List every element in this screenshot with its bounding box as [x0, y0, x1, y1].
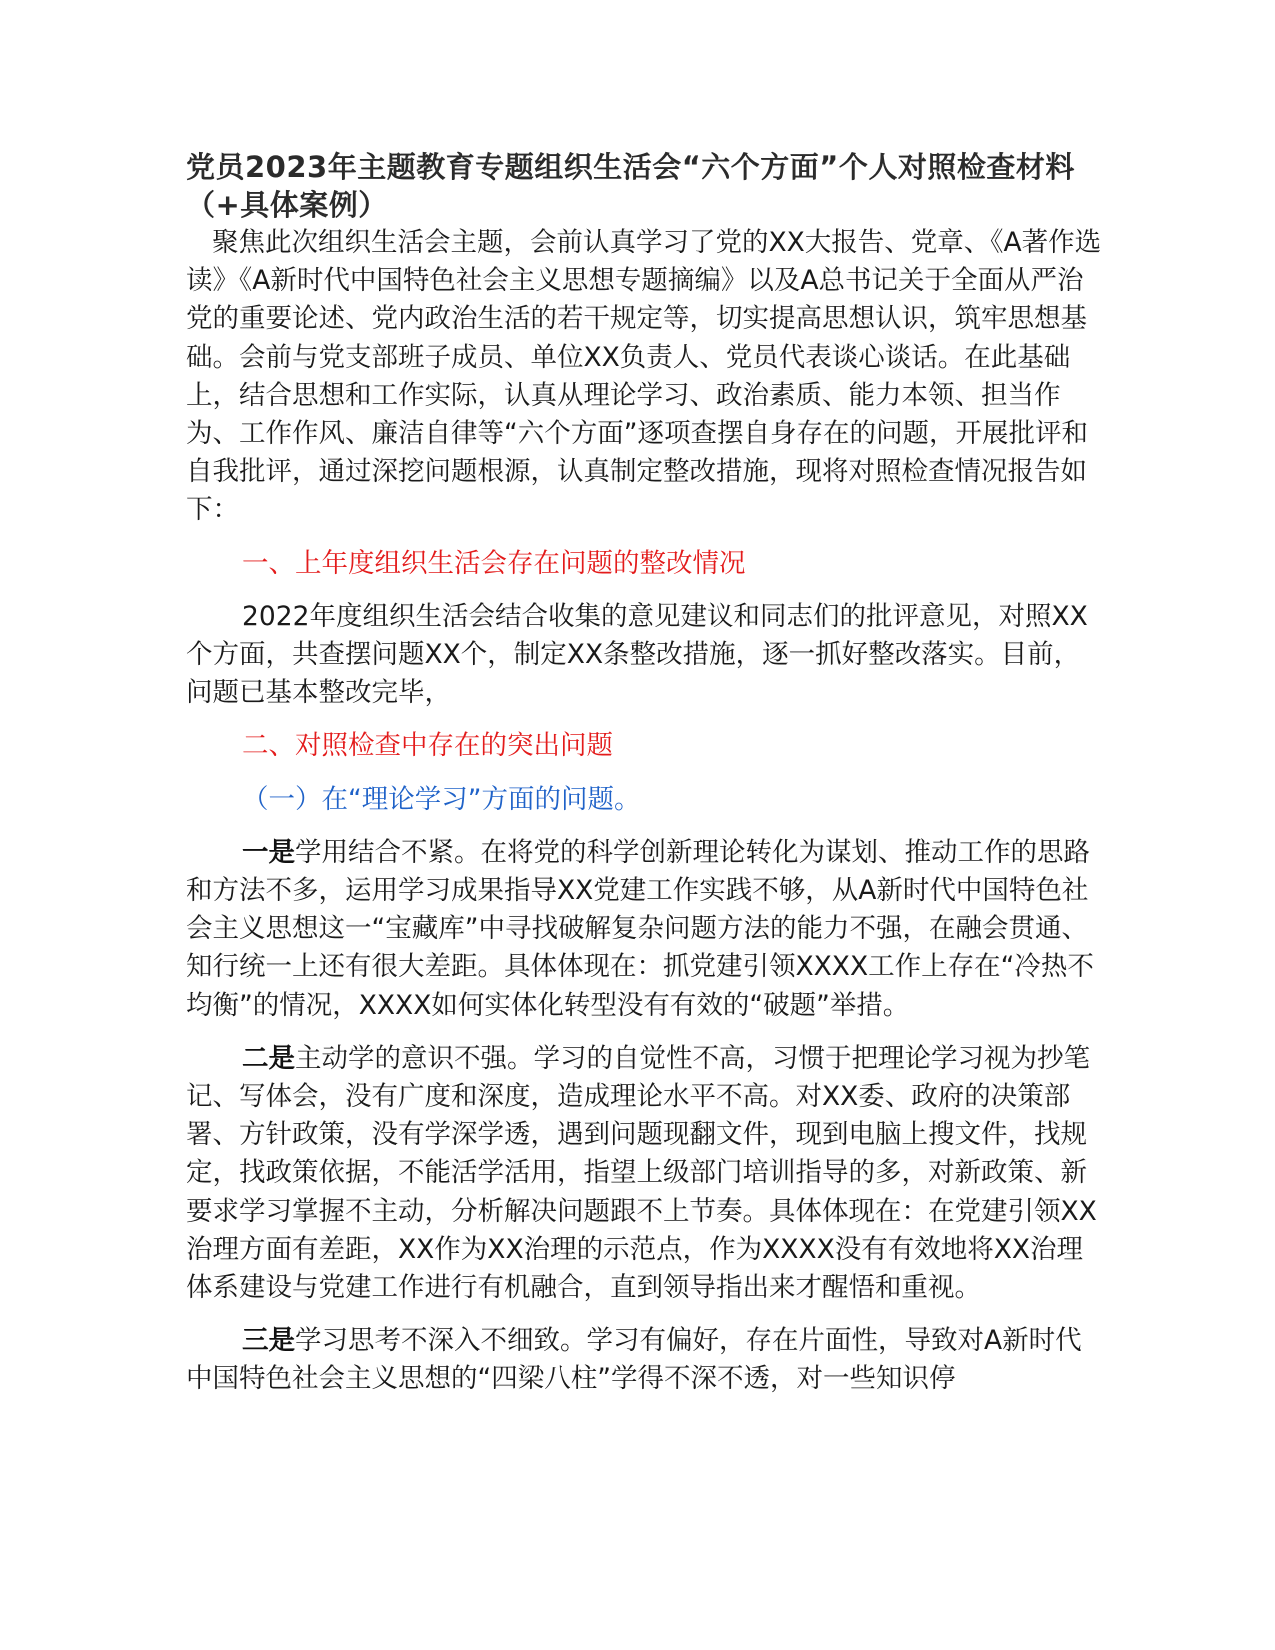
item-lead-3: 三是	[242, 1325, 295, 1357]
item-lead-1: 一是	[242, 836, 295, 868]
intro-paragraph: 聚焦此次组织生活会主题，会前认真学习了党的XX大报告、党章、《A著作选读》《A新时代中国特色社会主义思想专题摘编》以及A总书记关于全面从严治党的重要论述、党内政治生活的若干规定等，切实提高思想认识，筑牢思想基础。会前与党支部班子成员、单位XX负责人、党员代表谈心谈话。在此基础上，结合思想和工作实际，认真从理论学习、政治素质、能力本领、担当作为、工作作风、廉洁自律等“六个方面”逐项查摆自身存在的问题，开展批评和自我批评，通过深挖问题根源，认真制定整改措施，现将对照检查情况报告如下：	[186, 227, 1102, 526]
item-text-2: 主动学的意识不强。学习的自觉性不高，习惯于把理论学习视为抄笔记、写体会，没有广度和深度，造成理论水平不高。对XX委、政府的决策部署、方针政策，没有学深学透，遇到问题现翻文件，现到电脑上搜文件，找规定，找政策依据，不能活学活用，指望上级部门培训指导的多，对新政策、新要求学习掌握不主动，分析解决问题跟不上节奏。具体体现在：在党建引领XX治理方面有差距，XX作为XX治理的示范点，作为XXXX没有有效地将XX治理体系建设与党建工作进行有机融合，直到领导指出来才醒悟和重视。	[186, 1042, 1097, 1304]
item-paragraph-2	[186, 1040, 1106, 1307]
document-title: 党员2023年主题教育专题组织生活会“六个方面”个人对照检查材料（+具体案例）	[186, 150, 1075, 222]
item-lead-2: 二是	[242, 1042, 295, 1074]
section-1-heading: 一、上年度组织生活会存在问题的整改情况	[242, 547, 746, 579]
item-text-3: 学习思考不深入不细致。学习有偏好，存在片面性，导致对A新时代中国特色社会主义思想的“四梁八柱”学得不深不透，对一些知识停	[186, 1325, 1082, 1395]
item-paragraph-1	[186, 834, 1106, 1025]
section-1-paragraph: 2022年度组织生活会结合收集的意见建议和同志们的批评意见，对照XX个方面，共查摆问题XX个，制定XX条整改措施，逐一抓好整改落实。目前，问题已基本整改完毕，	[186, 600, 1088, 709]
item-paragraph-3	[186, 1322, 1106, 1398]
section-2-heading: 二、对照检查中存在的突出问题	[242, 730, 613, 762]
document-body	[186, 148, 1106, 1399]
subsection-1-heading: （一）在“理论学习”方面的问题。	[242, 783, 641, 815]
item-text-1: 学用结合不紧。在将党的科学创新理论转化为谋划、推动工作的思路和方法不多，运用学习成果指导XX党建工作实践不够，从A新时代中国特色社会主义思想这一“宝藏库”中寻找破解复杂问题方法的能力不强，在融会贯通、知行统一上还有很大差距。具体体现在：抓党建引领XXXX工作上存在“冷热不均衡”的情况，XXXX如何实体化转型没有有效的“破题”举措。	[186, 836, 1094, 1021]
